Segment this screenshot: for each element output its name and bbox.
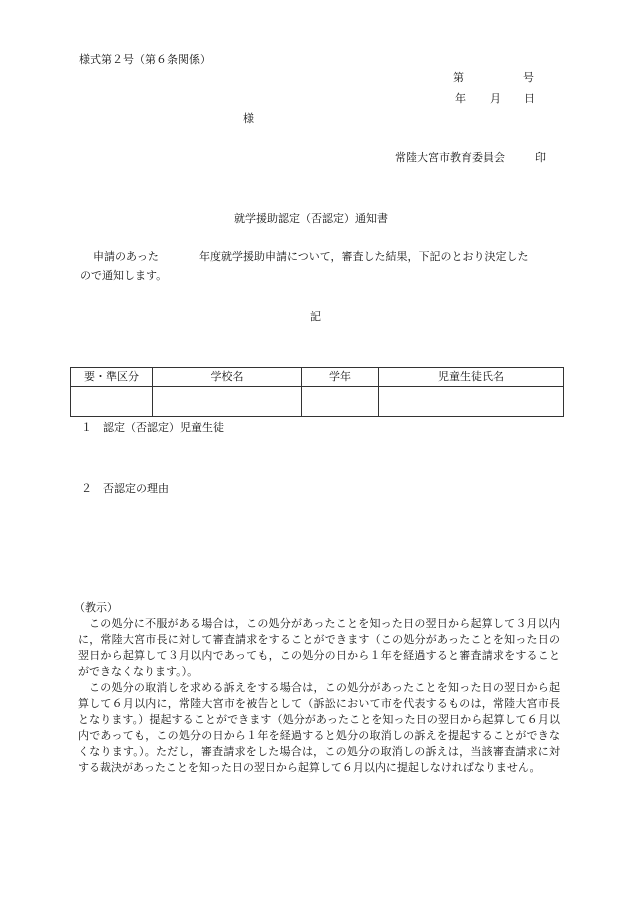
date-year: 年 <box>455 92 466 105</box>
section-1-label: 認定（否認定）児童生徒 <box>103 421 224 434</box>
col-header-school: 学校名 <box>153 368 302 387</box>
cell-student-name <box>379 387 564 417</box>
seal-mark: 印 <box>535 151 546 164</box>
notice-paragraph: この処分の取消しを求める訴えをする場合は，この処分があったことを知った日の翌日から起算して６月以内に，常陸大宮市を被告として（訴訟において市を代表するものは，常陸大宮市長となります。）提起することができます（処分があったことを知った日の翌日から起算して６月以内であっても，この処分の日から１年を経過すると処分の取消しの訴えを提起することができなくなります。）。ただし，審査請求をした場合は，この処分の取消しの訴えは，当該審査請求に対する裁決があったことを知った日の翌日から起算して６月以内に提起しなければなりません。 <box>78 681 560 774</box>
body-line1-rest: 年度就学援助申請について，審査した結果，下記のとおり決定した <box>199 250 529 263</box>
date-month: 月 <box>490 92 501 105</box>
cell-school <box>153 387 302 417</box>
date-day: 日 <box>524 92 535 105</box>
col-header-category: 要・準区分 <box>71 368 153 387</box>
doc-number-suffix: 号 <box>523 71 534 84</box>
cell-grade <box>302 387 379 417</box>
appeal-notice <box>74 600 560 776</box>
section-2-number: ２ <box>81 482 92 495</box>
body-line1-start: 申請のあった <box>93 250 159 263</box>
addressee-suffix: 様 <box>243 112 254 125</box>
section-2-label: 否認定の理由 <box>103 482 169 495</box>
student-table <box>70 367 564 417</box>
col-header-grade: 学年 <box>302 368 379 387</box>
cell-category <box>71 387 153 417</box>
notice-heading: （教示） <box>74 601 118 614</box>
issuer-name: 常陸大宮市教育委員会 <box>395 151 505 164</box>
table-row <box>71 387 564 417</box>
body-line2: ので通知します。 <box>80 269 168 282</box>
form-label: 様式第２号（第６条関係） <box>79 53 211 66</box>
ki-heading: 記 <box>310 310 321 323</box>
doc-number-prefix: 第 <box>453 71 464 84</box>
notice-paragraph: この処分に不服がある場合は，この処分があったことを知った日の翌日から起算して３月以内に，常陸大宮市長に対して審査請求をすることができます（この処分があったことを知った日の翌日から起算して３月以内であっても，この処分の日から１年を経過すると審査請求をすることができなくなります。）。 <box>78 617 560 678</box>
table-header-row <box>71 368 564 387</box>
col-header-student-name: 児童生徒氏名 <box>379 368 564 387</box>
section-1-number: １ <box>81 421 92 434</box>
document-title: 就学援助認定（否認定）通知書 <box>234 212 388 225</box>
